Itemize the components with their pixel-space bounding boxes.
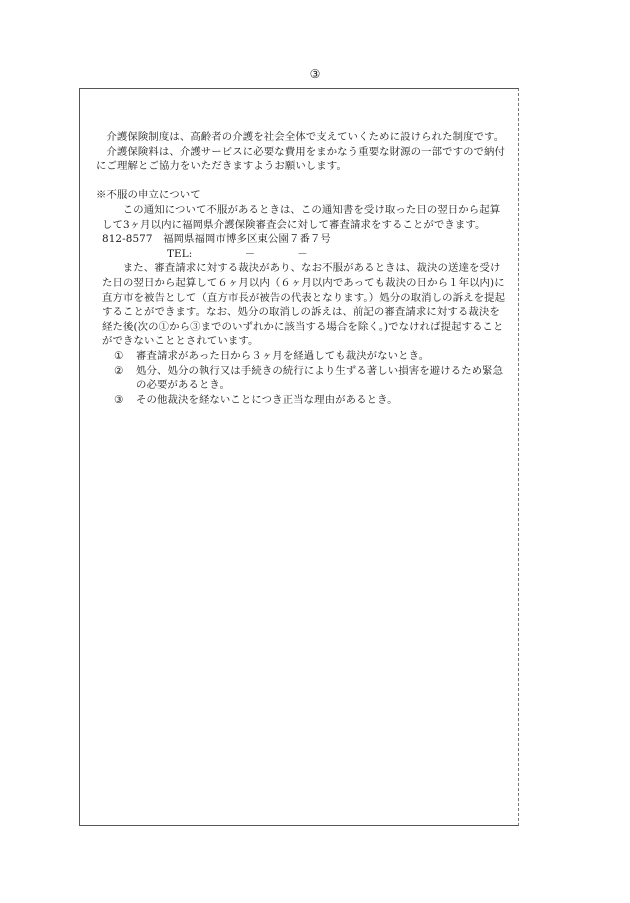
intro-paragraph-2: 介護保険料は、介護サービスに必要な費用をまかなう重要な財源の一部ですので納付にご理解とご協力をいただきますようお願いします。 — [96, 145, 506, 173]
intro-paragraph-1: 介護保険制度は、高齢者の介護を社会全体で支えていくために設けられた制度です。 — [106, 131, 505, 143]
list-marker: ① — [114, 349, 124, 362]
list-item-text: 処分、処分の執行又は手続きの続行により生ずる著しい損害を避けるため緊急の必要があるとき。 — [136, 364, 504, 392]
page-number: ③ — [309, 67, 321, 81]
list-item-text: その他裁決を経ないことにつき正当な理由があるとき。 — [136, 393, 398, 406]
list-item-text: 審査請求があった日から３ヶ月を経過しても裁決がないとき。 — [136, 349, 430, 362]
list-item — [102, 349, 508, 364]
appeal-tel: TEL: － － — [167, 247, 308, 260]
list-item — [102, 364, 508, 393]
list-marker: ③ — [114, 393, 124, 406]
appeal-body-2: また、審査請求に対する裁決があり、なお不服があるときは、裁決の送達を受けた日の翌日から起算して６ヶ月以内（６ヶ月以内であっても裁決の日から１年以内)に直方市を被告として（直方市長が被告の代表となります。）処分の取消しの訴えを提起することができます。なお、処分の取消しの訴えは、前記の審査請求に対する裁決を経た後(次の①から③までのいずれかに該当する場合を除く。)でなければ提起することができないこととされています。 — [102, 262, 506, 348]
appeal-address: 812-8577 福岡県福岡市博多区東公園７番７号 — [102, 233, 331, 246]
list-marker: ② — [114, 364, 124, 377]
appeal-heading: ※不服の申立について — [96, 189, 201, 202]
appeal-body-1: この通知について不服があるときは、この通知書を受け取った日の翌日から起算して3ヶ月以内に福岡県介護保険審査会に対して審査請求をすることができます。 — [102, 203, 501, 231]
spacer — [96, 174, 508, 189]
appeal-conditions-list — [102, 349, 508, 407]
appeal-section — [96, 203, 508, 407]
document-body — [96, 130, 508, 407]
list-item — [102, 393, 508, 408]
